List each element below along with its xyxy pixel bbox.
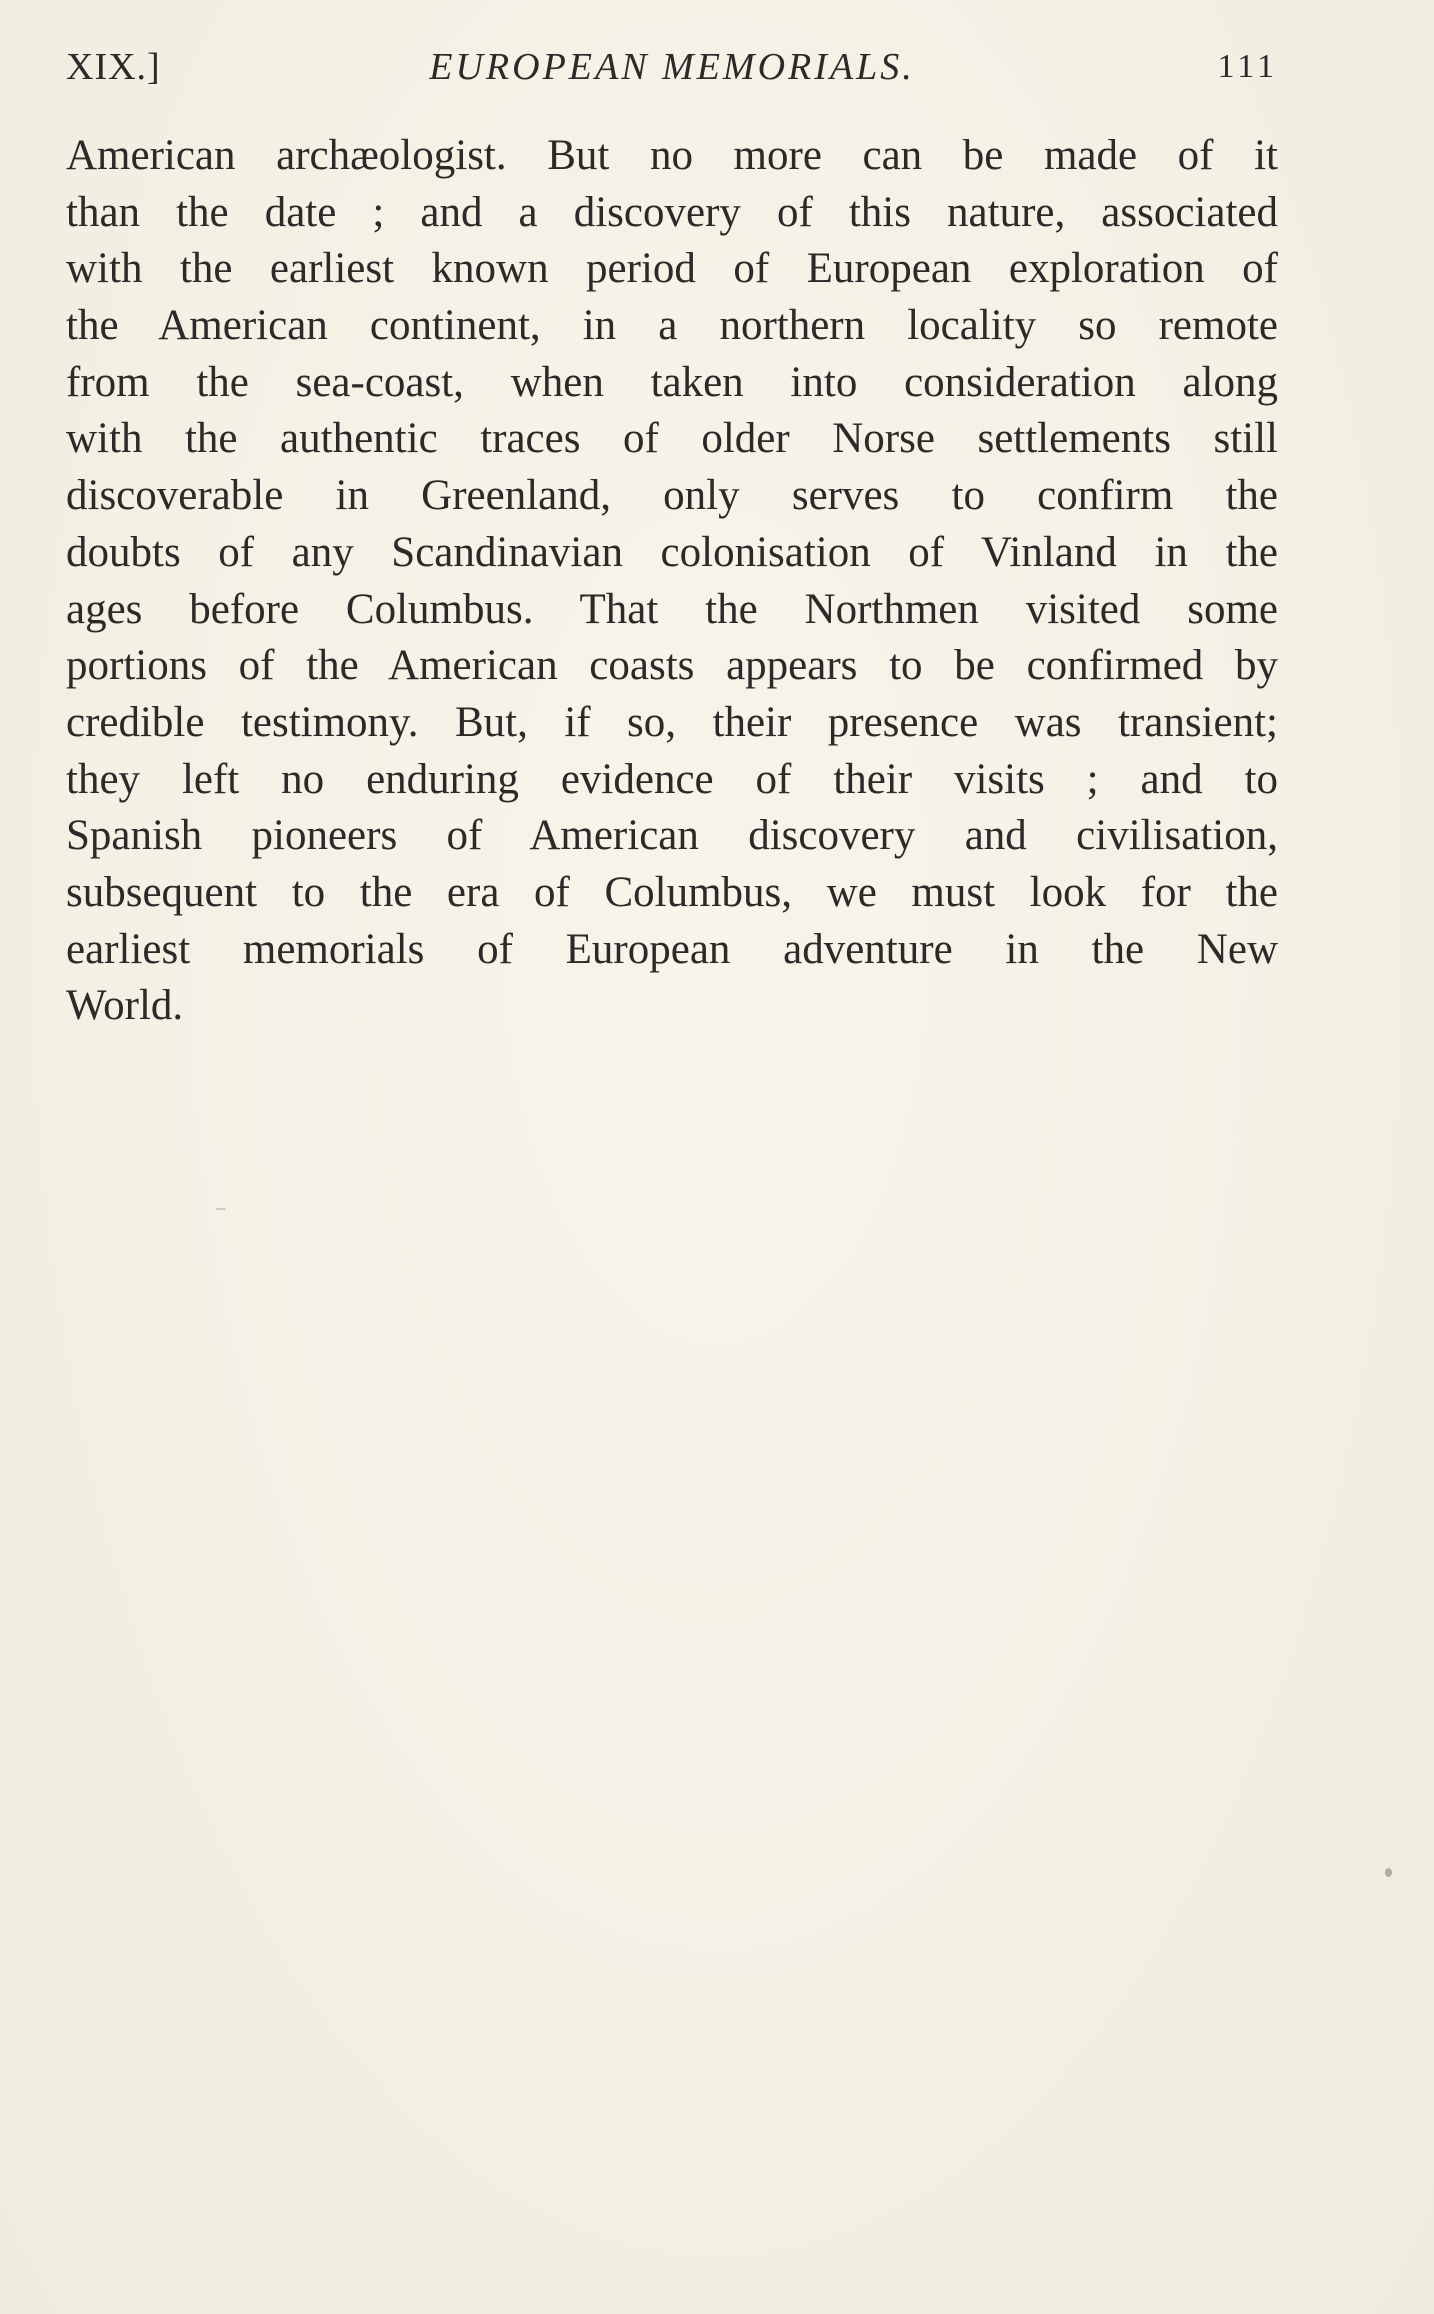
text-line: discoverable in Greenland, only serves to confirm the — [66, 472, 1278, 520]
text-line: than the date ; and a discovery of this nature, associated — [66, 188, 1278, 236]
text-line: portions of the American coasts appears to be confirmed by — [66, 642, 1278, 690]
paper-speck — [216, 1208, 226, 1210]
text-line: World. — [66, 982, 184, 1030]
text-line: American archæologist. But no more can be made of it — [66, 132, 1278, 179]
text-line: ages before Columbus. That the Northmen visited some — [66, 585, 1278, 633]
text-line: the American continent, in a northern locality so remote — [66, 302, 1278, 350]
text-line: Spanish pioneers of American discovery and civilisation, — [66, 812, 1278, 860]
text-line: with the earliest known period of European exploration of — [66, 245, 1278, 293]
running-title: EUROPEAN MEMORIALS. — [429, 46, 915, 88]
text-line: from the sea-coast, when taken into consideration along — [66, 358, 1278, 406]
text-line: subsequent to the era of Columbus, we must look for the — [66, 868, 1278, 916]
chapter-number: XIX.] — [66, 46, 161, 88]
body-paragraph — [66, 128, 1278, 1035]
running-head — [66, 42, 1278, 92]
text-line: credible testimony. But, if so, their presence was transient; — [66, 698, 1278, 746]
paper-speck — [1385, 1868, 1392, 1877]
page-number: 111 — [1217, 48, 1278, 85]
text-line: earliest memorials of European adventure in the New — [66, 925, 1278, 973]
text-line: they left no enduring evidence of their visits ; and to — [66, 755, 1278, 803]
text-line: with the authentic traces of older Norse settlements still — [66, 415, 1278, 463]
text-line: doubts of any Scandinavian colonisation of Vinland in the — [66, 528, 1278, 576]
